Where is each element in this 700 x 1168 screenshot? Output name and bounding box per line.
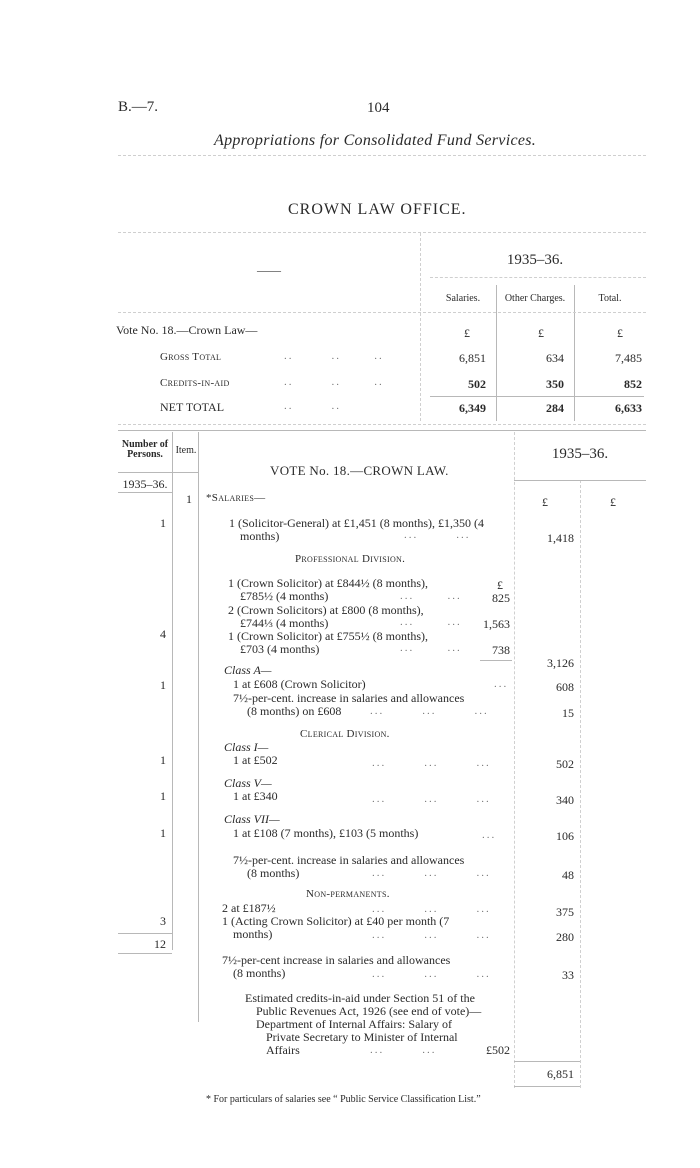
summary-bottom-rule — [118, 424, 646, 425]
leader-dots: ... ... ... — [370, 705, 489, 717]
prof-total: 3,126 — [547, 656, 574, 670]
summary-credits-other: 350 — [546, 377, 564, 391]
class-i-line: 1 at £502 — [233, 753, 278, 767]
class-v-amount: 340 — [556, 793, 574, 807]
professional-division-heading: Professional Division. — [295, 553, 406, 565]
class-i-amount: 502 — [556, 757, 574, 771]
credits-line-2: Public Revenues Act, 1926 (see end of vote)— — [256, 1004, 482, 1018]
leader-dots: .. .. .. — [284, 350, 384, 362]
summary-credits-salaries: 502 — [468, 377, 486, 391]
nonperm-line-1: 2 at £187½ — [222, 901, 276, 915]
class-a-heading: Class A— — [224, 663, 272, 677]
summary-row-label: NET TOTAL — [160, 400, 225, 414]
persons-count: 3 — [160, 914, 166, 928]
office-title: CROWN LAW OFFICE. — [288, 201, 467, 218]
leader-dots: ... ... ... — [372, 903, 491, 915]
summary-gross-total: 7,485 — [615, 351, 642, 365]
summary-net-salaries: 6,349 — [459, 401, 486, 415]
summary-currency-salaries: £ — [464, 326, 470, 340]
nonperm-line-3: months) — [233, 927, 273, 941]
class-a-increase-2: (8 months) on £608 — [247, 704, 342, 718]
summary-currency-total: £ — [617, 326, 623, 340]
detail-currency-2: £ — [610, 495, 616, 509]
class-a-increase-1: 7½-per-cent. increase in salaries and allowances — [233, 691, 465, 705]
class-a-increase-amount: 15 — [562, 706, 574, 720]
leader-dots: ... ... ... — [372, 968, 491, 980]
persons-count: 1 — [160, 753, 166, 767]
prof-subtotal-2: 1,563 — [483, 617, 510, 631]
credits-line-3: Department of Internal Affairs: Salary of — [256, 1017, 453, 1031]
sg-line-1: 1 (Solicitor-General) at £1,451 (8 months), £1,350 (4 — [229, 516, 485, 530]
summary-net-other: 284 — [546, 401, 564, 415]
persons-header-rule — [118, 472, 198, 473]
item-column-rule — [198, 432, 199, 1022]
persons-count: 1 — [160, 789, 166, 803]
summary-year: 1935–36. — [506, 252, 564, 268]
summary-year-rule — [430, 277, 646, 278]
persons-count: 4 — [160, 627, 166, 641]
summary-col-salaries: Salaries. — [445, 293, 481, 304]
prof-line-3: 2 (Crown Solicitors) at £800 (8 months), — [228, 603, 424, 617]
nonperm-amount-2: 280 — [556, 930, 574, 944]
leader-dots: .. .. .. — [284, 376, 384, 388]
persons-count: 1 — [160, 826, 166, 840]
summary-col-other: Other Charges. — [504, 293, 566, 304]
clerical-division-heading: Clerical Division. — [300, 728, 390, 740]
prof-subtotal-1: 825 — [492, 591, 510, 605]
summary-currency-other: £ — [538, 326, 544, 340]
leader-dots: ... ... — [400, 616, 462, 628]
non-permanents-heading: Non-permanents. — [306, 888, 390, 900]
nonperm-increase-2: (8 months) — [233, 966, 286, 980]
amount-column-rule-mid — [580, 480, 581, 1088]
document-reference: B.—7. — [118, 99, 159, 115]
prof-subtotal-rule — [480, 660, 512, 661]
class-vii-line: 1 at £108 (7 months), £103 (5 months) — [233, 826, 419, 840]
summary-head-rule — [118, 312, 646, 313]
summary-col-sep-2 — [574, 285, 575, 421]
persons-total-bottom-rule — [118, 953, 172, 954]
credits-line-1: Estimated credits-in-aid under Section 51 of the — [245, 991, 475, 1005]
class-a-line: 1 at £608 (Crown Solicitor) — [233, 677, 366, 691]
nonperm-increase-1: 7½-per-cent increase in salaries and allowances — [222, 953, 451, 967]
nonperm-amount-1: 375 — [556, 905, 574, 919]
prof-subtotal-3: 738 — [492, 643, 510, 657]
grand-total-bottom-rule — [514, 1086, 580, 1087]
nonperm-increase-amount: 33 — [562, 968, 574, 982]
leader-dots: ... ... — [404, 529, 471, 541]
persons-count: 1 — [160, 678, 166, 692]
summary-col-total: Total. — [598, 293, 622, 304]
persons-total: 12 — [154, 937, 166, 951]
page-number: 104 — [367, 100, 390, 116]
leader-dots: ... ... ... — [372, 793, 491, 805]
credits-line-5: Affairs — [266, 1043, 300, 1057]
summary-col-sep-1 — [496, 285, 497, 421]
class-i-heading: Class I— — [224, 740, 269, 754]
leader-dots: ... ... — [370, 1044, 437, 1056]
vote-heading: VOTE No. 18.—CROWN LAW. — [270, 463, 449, 478]
item-number: 1 — [186, 492, 192, 506]
page-title: Appropriations for Consolidated Fund Services. — [214, 132, 537, 149]
header-rule — [118, 155, 646, 156]
persons-year-rule — [118, 492, 172, 493]
leader-dots: ... ... ... — [372, 867, 491, 879]
persons-column-rule — [172, 432, 173, 950]
class-v-line: 1 at £340 — [233, 789, 278, 803]
prof-line-6: £703 (4 months) — [240, 642, 320, 656]
summary-divider — [420, 233, 421, 421]
detail-year: 1935–36. — [551, 446, 609, 462]
summary-net-rule — [430, 396, 644, 397]
clerical-increase-2: (8 months) — [247, 866, 300, 880]
summary-gross-other: 634 — [546, 351, 564, 365]
persons-count: 1 — [160, 516, 166, 530]
summary-row-label: Credits-in-aid — [160, 377, 230, 389]
leader-dots: .. .. — [284, 400, 341, 412]
class-a-amount: 608 — [556, 680, 574, 694]
credits-amount: £502 — [486, 1043, 510, 1057]
sg-amount: 1,418 — [547, 531, 574, 545]
leader-dots: ... ... — [400, 590, 462, 602]
class-vii-amount: 106 — [556, 829, 574, 843]
summary-dash: —— — [257, 263, 281, 277]
prof-line-4: £744⅓ (4 months) — [240, 616, 329, 630]
leader-dots: ... ... ... — [372, 757, 491, 769]
persons-total-rule — [118, 933, 172, 934]
grand-total-rule — [514, 1061, 580, 1062]
prof-line-1: 1 (Crown Solicitor) at £844½ (8 months), — [228, 576, 428, 590]
footnote: * For particulars of salaries see “ Public Service Classification List.” — [206, 1094, 481, 1105]
col-persons-header: Number of Persons. — [121, 439, 169, 460]
summary-gross-salaries: 6,851 — [459, 351, 486, 365]
summary-credits-total: 852 — [624, 377, 642, 391]
prof-currency: £ — [497, 578, 503, 592]
summary-row-label: Gross Total — [160, 351, 222, 363]
prof-line-5: 1 (Crown Solicitor) at £755½ (8 months), — [228, 629, 428, 643]
persons-year: 1935–36. — [122, 477, 168, 491]
grand-total: 6,851 — [547, 1067, 574, 1081]
leader-dots: ... — [494, 678, 509, 690]
credits-line-4: Private Secretary to Minister of Internal — [266, 1030, 458, 1044]
sg-line-2: months) — [240, 529, 280, 543]
clerical-increase-amount: 48 — [562, 868, 574, 882]
leader-dots: ... ... — [400, 642, 462, 654]
detail-currency-1: £ — [542, 495, 548, 509]
nonperm-line-2: 1 (Acting Crown Solicitor) at £40 per month (7 — [222, 914, 450, 928]
col-item-header: Item. — [175, 445, 197, 456]
summary-top-rule — [118, 232, 646, 233]
summary-net-total: 6,633 — [615, 401, 642, 415]
leader-dots: ... ... ... — [372, 929, 491, 941]
summary-vote-label: Vote No. 18.—Crown Law— — [116, 323, 258, 337]
class-vii-heading: Class VII— — [224, 812, 280, 826]
clerical-increase-1: 7½-per-cent. increase in salaries and allowances — [233, 853, 465, 867]
class-v-heading: Class V— — [224, 776, 272, 790]
prof-line-2: £785½ (4 months) — [240, 589, 329, 603]
leader-dots: ... — [482, 829, 497, 841]
detail-top-rule — [118, 430, 646, 431]
salaries-heading: *Salaries— — [206, 492, 266, 504]
detail-year-rule — [514, 480, 646, 481]
